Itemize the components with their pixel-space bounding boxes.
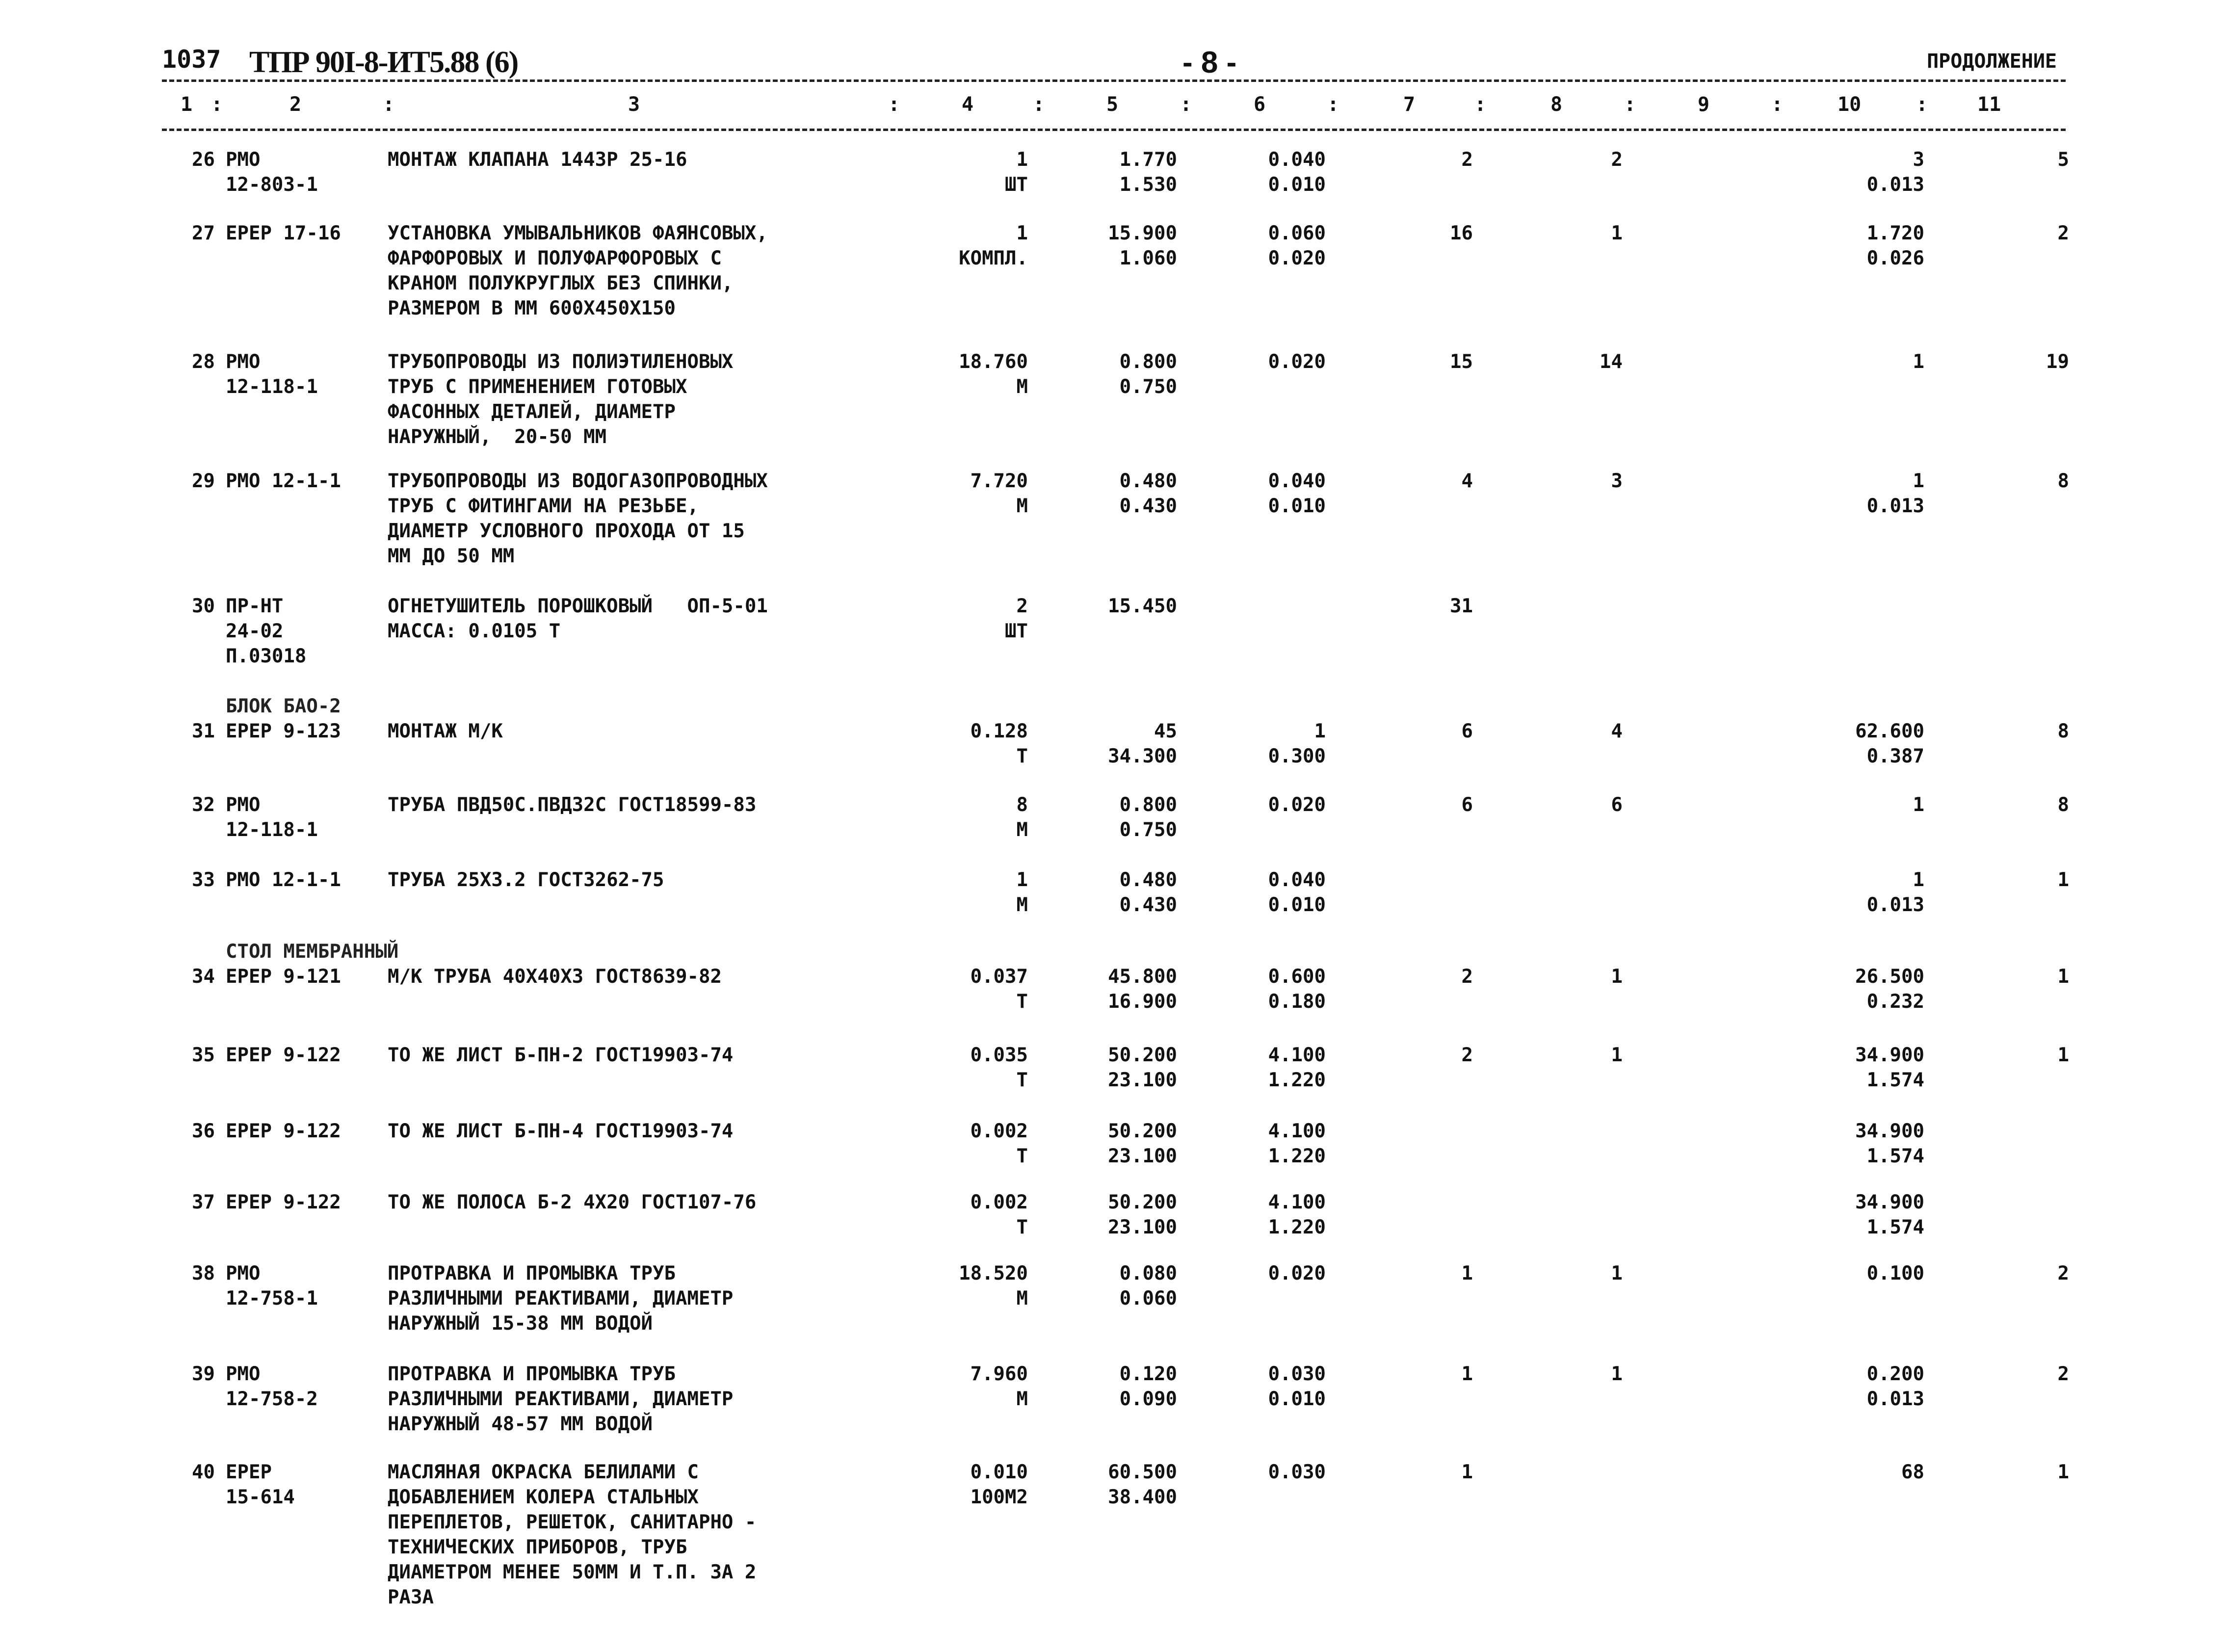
row-col7: 2 [1461, 1044, 1473, 1066]
row-code: ЕРЕР 9-122 [226, 1120, 341, 1142]
row-col10: 0.100 [1866, 1262, 1924, 1285]
column-separator: : [888, 93, 900, 116]
row-col5: 16.900 [1108, 991, 1177, 1013]
row-description: ТО ЖЕ ЛИСТ Б-ПН-2 ГОСТ19903-74 [388, 1044, 734, 1066]
row-col10: 0.013 [1866, 495, 1924, 517]
row-code: 12-118-1 [226, 819, 318, 841]
column-number: 10 [1837, 93, 1862, 116]
row-code: ЕРЕР 17-16 [226, 222, 341, 244]
column-separator: : [1624, 93, 1636, 116]
row-col8: 2 [1611, 149, 1623, 171]
row-col5: 0.430 [1119, 495, 1177, 517]
row-col5: 23.100 [1108, 1069, 1177, 1091]
row-col7: 1 [1461, 1363, 1473, 1385]
row-code: РМО [226, 1363, 261, 1385]
row-code: ЕРЕР [226, 1461, 272, 1483]
row-col5: 0.090 [1119, 1388, 1177, 1410]
row-col8: 1 [1611, 1044, 1623, 1066]
row-number: 36 [192, 1120, 215, 1142]
row-col8: 3 [1611, 470, 1623, 492]
row-quantity: М [1016, 376, 1028, 398]
row-quantity: М [1016, 894, 1028, 916]
row-code: РМО [226, 149, 261, 171]
row-col5: 0.120 [1119, 1363, 1177, 1385]
row-col5: 0.800 [1119, 351, 1177, 373]
row-col5: 0.060 [1119, 1287, 1177, 1310]
column-separator: : [1916, 93, 1928, 116]
row-quantity: 0.128 [970, 720, 1028, 742]
row-col8: 14 [1600, 351, 1623, 373]
row-col5: 50.200 [1108, 1120, 1177, 1142]
column-separator: : [1033, 93, 1045, 116]
row-description: НАРУЖНЫЙ 15-38 ММ ВОДОЙ [388, 1312, 653, 1335]
row-col6: 0.020 [1268, 794, 1326, 816]
row-quantity: Т [1016, 745, 1028, 767]
column-separator: : [1771, 93, 1784, 116]
row-group-label: БЛОК БАО-2 [226, 695, 341, 717]
column-separator: : [1327, 93, 1339, 116]
row-quantity: 1 [1016, 149, 1028, 171]
row-description: ДИАМЕТРОМ МЕНЕЕ 50ММ И Т.П. ЗА 2 [388, 1561, 757, 1583]
row-col10: 1.574 [1866, 1216, 1924, 1238]
row-code: РМО 12-1-1 [226, 869, 341, 891]
row-code: 12-758-1 [226, 1287, 318, 1310]
top-rule [162, 79, 2066, 82]
row-col6: 0.300 [1268, 745, 1326, 767]
row-description: МАСЛЯНАЯ ОКРАСКА БЕЛИЛАМИ С [388, 1461, 699, 1483]
row-code: 12-803-1 [226, 174, 318, 196]
row-description: НАРУЖНЫЙ 48-57 ММ ВОДОЙ [388, 1413, 653, 1435]
row-col11: 8 [2057, 470, 2069, 492]
column-number-row [0, 93, 2231, 123]
row-col5: 0.800 [1119, 794, 1177, 816]
row-number: 34 [192, 966, 215, 988]
row-description: РАЗЛИЧНЫМИ РЕАКТИВАМИ, ДИАМЕТР [388, 1388, 734, 1410]
row-description: РАЗА [388, 1586, 434, 1608]
row-description: М/К ТРУБА 40Х40Х3 ГОСТ8639-82 [388, 966, 722, 988]
row-quantity: 18.760 [959, 351, 1028, 373]
row-description: ТРУБ С ПРИМЕНЕНИЕМ ГОТОВЫХ [388, 376, 687, 398]
column-separator: : [1474, 93, 1487, 116]
row-col8: 1 [1611, 966, 1623, 988]
row-quantity: 1 [1016, 869, 1028, 891]
document-title: ТПР 90I-8-ИТ5.88 (6) [249, 46, 518, 79]
row-quantity: 8 [1016, 794, 1028, 816]
column-separator: : [383, 93, 395, 116]
page-number: - 8 - [1182, 46, 1237, 79]
row-col5: 15.450 [1108, 595, 1177, 617]
column-separator: : [211, 93, 223, 116]
row-col11: 1 [2057, 1461, 2069, 1483]
row-col10: 0.013 [1866, 174, 1924, 196]
row-number: 37 [192, 1191, 215, 1213]
header-rule [162, 129, 2066, 131]
row-col11: 8 [2057, 720, 2069, 742]
row-col11: 1 [2057, 869, 2069, 891]
row-col10: 34.900 [1855, 1191, 1924, 1213]
row-number: 27 [192, 222, 215, 244]
row-col10: 0.200 [1866, 1363, 1924, 1385]
row-description: ММ ДО 50 ММ [388, 545, 515, 567]
row-col5: 0.430 [1119, 894, 1177, 916]
row-number: 29 [192, 470, 215, 492]
row-quantity: Т [1016, 1216, 1028, 1238]
row-col5: 1.770 [1119, 149, 1177, 171]
column-number: 7 [1403, 93, 1416, 116]
row-col10: 1 [1913, 351, 1924, 373]
row-col6: 1.220 [1268, 1069, 1326, 1091]
row-quantity: КОМПЛ. [959, 247, 1028, 269]
row-description: ТРУБОПРОВОДЫ ИЗ ВОДОГАЗОПРОВОДНЫХ [388, 470, 768, 492]
row-code: ЕРЕР 9-122 [226, 1044, 341, 1066]
row-col5: 45 [1154, 720, 1177, 742]
row-col10: 1 [1913, 470, 1924, 492]
row-col6: 0.040 [1268, 470, 1326, 492]
row-col5: 38.400 [1108, 1486, 1177, 1508]
row-quantity: 0.037 [970, 966, 1028, 988]
row-col10: 0.232 [1866, 991, 1924, 1013]
row-col6: 0.040 [1268, 149, 1326, 171]
row-number: 38 [192, 1262, 215, 1285]
row-number: 33 [192, 869, 215, 891]
row-col6: 0.010 [1268, 894, 1326, 916]
row-col5: 23.100 [1108, 1216, 1177, 1238]
row-group-label: СТОЛ МЕМБРАННЫЙ [226, 941, 399, 963]
row-col6: 0.040 [1268, 869, 1326, 891]
row-quantity: М [1016, 1287, 1028, 1310]
row-description: ПРОТРАВКА И ПРОМЫВКА ТРУБ [388, 1363, 676, 1385]
row-col11: 2 [2057, 1363, 2069, 1385]
row-description: НАРУЖНЫЙ, 20-50 ММ [388, 426, 607, 448]
row-col7: 1 [1461, 1461, 1473, 1483]
column-separator: : [1180, 93, 1192, 116]
row-col5: 23.100 [1108, 1145, 1177, 1167]
row-description: ТЕХНИЧЕСКИХ ПРИБОРОВ, ТРУБ [388, 1536, 687, 1558]
column-number: 8 [1550, 93, 1563, 116]
row-quantity: М [1016, 495, 1028, 517]
row-description: МОНТАЖ М/К [388, 720, 503, 742]
row-col11: 1 [2057, 1044, 2069, 1066]
continuation-label: ПРОДОЛЖЕНИЕ [1927, 50, 2057, 73]
row-col6: 0.010 [1268, 495, 1326, 517]
row-col6: 0.030 [1268, 1363, 1326, 1385]
row-col6: 0.020 [1268, 351, 1326, 373]
row-description: МАССА: 0.0105 Т [388, 620, 561, 642]
row-number: 32 [192, 794, 215, 816]
row-col7: 6 [1461, 720, 1473, 742]
row-col10: 1.574 [1866, 1069, 1924, 1091]
row-col10: 1.720 [1866, 222, 1924, 244]
sheet-code: 1037 [162, 45, 221, 74]
row-code: ПР-НТ [226, 595, 284, 617]
row-col6: 4.100 [1268, 1120, 1326, 1142]
row-quantity: М [1016, 819, 1028, 841]
row-col6: 0.600 [1268, 966, 1326, 988]
row-col8: 6 [1611, 794, 1623, 816]
row-quantity: М [1016, 1388, 1028, 1410]
row-col5: 60.500 [1108, 1461, 1177, 1483]
row-col7: 2 [1461, 966, 1473, 988]
row-description: МОНТАЖ КЛАПАНА 1443Р 25-16 [388, 149, 687, 171]
row-col5: 45.800 [1108, 966, 1177, 988]
row-number: 26 [192, 149, 215, 171]
row-col5: 50.200 [1108, 1044, 1177, 1066]
row-description: РАЗМЕРОМ В ММ 600Х450Х150 [388, 297, 676, 319]
row-code: ЕРЕР 9-121 [226, 966, 341, 988]
row-description: ТО ЖЕ ПОЛОСА Б-2 4Х20 ГОСТ107-76 [388, 1191, 757, 1213]
row-col7: 6 [1461, 794, 1473, 816]
row-quantity: 7.720 [970, 470, 1028, 492]
row-code: РМО [226, 794, 261, 816]
row-col11: 19 [2046, 351, 2069, 373]
column-number: 1 [181, 93, 193, 116]
row-quantity: 100М2 [970, 1486, 1028, 1508]
row-col6: 4.100 [1268, 1191, 1326, 1213]
row-col10: 0.013 [1866, 1388, 1924, 1410]
row-col7: 31 [1450, 595, 1473, 617]
row-col5: 0.080 [1119, 1262, 1177, 1285]
row-code: РМО 12-1-1 [226, 470, 341, 492]
column-number: 11 [1977, 93, 2001, 116]
row-col6: 0.020 [1268, 1262, 1326, 1285]
row-col6: 0.060 [1268, 222, 1326, 244]
row-col5: 34.300 [1108, 745, 1177, 767]
row-col6: 1.220 [1268, 1145, 1326, 1167]
row-col8: 4 [1611, 720, 1623, 742]
row-quantity: ШТ [1005, 174, 1028, 196]
row-description: ТРУБА 25Х3.2 ГОСТ3262-75 [388, 869, 664, 891]
row-col6: 0.010 [1268, 1388, 1326, 1410]
row-quantity: 2 [1016, 595, 1028, 617]
row-col5: 15.900 [1108, 222, 1177, 244]
row-quantity: 0.002 [970, 1120, 1028, 1142]
row-col10: 0.026 [1866, 247, 1924, 269]
row-description: ПЕРЕПЛЕТОВ, РЕШЕТОК, САНИТАРНО - [388, 1511, 757, 1533]
row-col10: 62.600 [1855, 720, 1924, 742]
row-quantity: 7.960 [970, 1363, 1028, 1385]
row-col11: 2 [2057, 222, 2069, 244]
row-col7: 1 [1461, 1262, 1473, 1285]
row-col5: 1.060 [1119, 247, 1177, 269]
row-description: ФАРФОРОВЫХ И ПОЛУФАРФОРОВЫХ С [388, 247, 722, 269]
row-code: ЕРЕР 9-123 [226, 720, 341, 742]
row-number: 30 [192, 595, 215, 617]
row-col5: 0.750 [1119, 819, 1177, 841]
row-col6: 1 [1314, 720, 1326, 742]
row-col6: 0.010 [1268, 174, 1326, 196]
row-col6: 4.100 [1268, 1044, 1326, 1066]
row-quantity: Т [1016, 1145, 1028, 1167]
column-number: 3 [628, 93, 640, 116]
row-col11: 5 [2057, 149, 2069, 171]
row-number: 40 [192, 1461, 215, 1483]
row-col7: 15 [1450, 351, 1473, 373]
row-col6: 0.020 [1268, 247, 1326, 269]
row-quantity: 18.520 [959, 1262, 1028, 1285]
row-col10: 68 [1901, 1461, 1924, 1483]
row-col8: 1 [1611, 1363, 1623, 1385]
row-quantity: 0.035 [970, 1044, 1028, 1066]
row-col8: 1 [1611, 222, 1623, 244]
row-quantity: ШТ [1005, 620, 1028, 642]
row-quantity: 0.002 [970, 1191, 1028, 1213]
row-col10: 3 [1913, 149, 1924, 171]
row-col7: 16 [1450, 222, 1473, 244]
row-quantity: 1 [1016, 222, 1028, 244]
row-code: 24-02 [226, 620, 284, 642]
row-code: ЕРЕР 9-122 [226, 1191, 341, 1213]
row-code: П.03018 [226, 645, 307, 667]
row-col7: 2 [1461, 149, 1473, 171]
row-col5: 0.750 [1119, 376, 1177, 398]
row-col5: 1.530 [1119, 174, 1177, 196]
row-description: РАЗЛИЧНЫМИ РЕАКТИВАМИ, ДИАМЕТР [388, 1287, 734, 1310]
row-quantity: Т [1016, 991, 1028, 1013]
row-description: УСТАНОВКА УМЫВАЛЬНИКОВ ФАЯНСОВЫХ, [388, 222, 768, 244]
row-description: ТРУБА ПВД50С.ПВД32С ГОСТ18599-83 [388, 794, 757, 816]
row-col5: 0.480 [1119, 470, 1177, 492]
row-description: КРАНОМ ПОЛУКРУГЛЫХ БЕЗ СПИНКИ, [388, 272, 734, 294]
row-col5: 50.200 [1108, 1191, 1177, 1213]
row-number: 28 [192, 351, 215, 373]
row-description: ПРОТРАВКА И ПРОМЫВКА ТРУБ [388, 1262, 676, 1285]
row-col7: 4 [1461, 470, 1473, 492]
row-description: ДОБАВЛЕНИЕМ КОЛЕРА СТАЛЬНЫХ [388, 1486, 699, 1508]
row-col10: 26.500 [1855, 966, 1924, 988]
row-quantity: Т [1016, 1069, 1028, 1091]
row-col10: 1.574 [1866, 1145, 1924, 1167]
row-col6: 0.030 [1268, 1461, 1326, 1483]
row-col10: 34.900 [1855, 1044, 1924, 1066]
row-col10: 1 [1913, 869, 1924, 891]
row-code: РМО [226, 351, 261, 373]
row-col10: 0.387 [1866, 745, 1924, 767]
column-number: 5 [1106, 93, 1119, 116]
row-description: ФАСОННЫХ ДЕТАЛЕЙ, ДИАМЕТР [388, 401, 676, 423]
column-number: 9 [1698, 93, 1710, 116]
column-number: 6 [1254, 93, 1266, 116]
row-col10: 0.013 [1866, 894, 1924, 916]
row-description: ОГНЕТУШИТЕЛЬ ПОРОШКОВЫЙ ОП-5-01 [388, 595, 768, 617]
row-quantity: 0.010 [970, 1461, 1028, 1483]
column-number: 2 [289, 93, 302, 116]
row-description: ТО ЖЕ ЛИСТ Б-ПН-4 ГОСТ19903-74 [388, 1120, 734, 1142]
row-col11: 1 [2057, 966, 2069, 988]
row-number: 39 [192, 1363, 215, 1385]
row-col5: 0.480 [1119, 869, 1177, 891]
row-description: ТРУБ С ФИТИНГАМИ НА РЕЗЬБЕ, [388, 495, 699, 517]
row-code: 15-614 [226, 1486, 295, 1508]
row-col11: 2 [2057, 1262, 2069, 1285]
row-code: 12-758-2 [226, 1388, 318, 1410]
row-code: РМО [226, 1262, 261, 1285]
row-code: 12-118-1 [226, 376, 318, 398]
row-description: ДИАМЕТР УСЛОВНОГО ПРОХОДА ОТ 15 [388, 520, 745, 542]
row-col6: 0.180 [1268, 991, 1326, 1013]
row-col8: 1 [1611, 1262, 1623, 1285]
row-number: 35 [192, 1044, 215, 1066]
row-description: ТРУБОПРОВОДЫ ИЗ ПОЛИЭТИЛЕНОВЫХ [388, 351, 734, 373]
row-col10: 1 [1913, 794, 1924, 816]
row-col11: 8 [2057, 794, 2069, 816]
row-col6: 1.220 [1268, 1216, 1326, 1238]
row-number: 31 [192, 720, 215, 742]
row-col10: 34.900 [1855, 1120, 1924, 1142]
column-number: 4 [962, 93, 974, 116]
